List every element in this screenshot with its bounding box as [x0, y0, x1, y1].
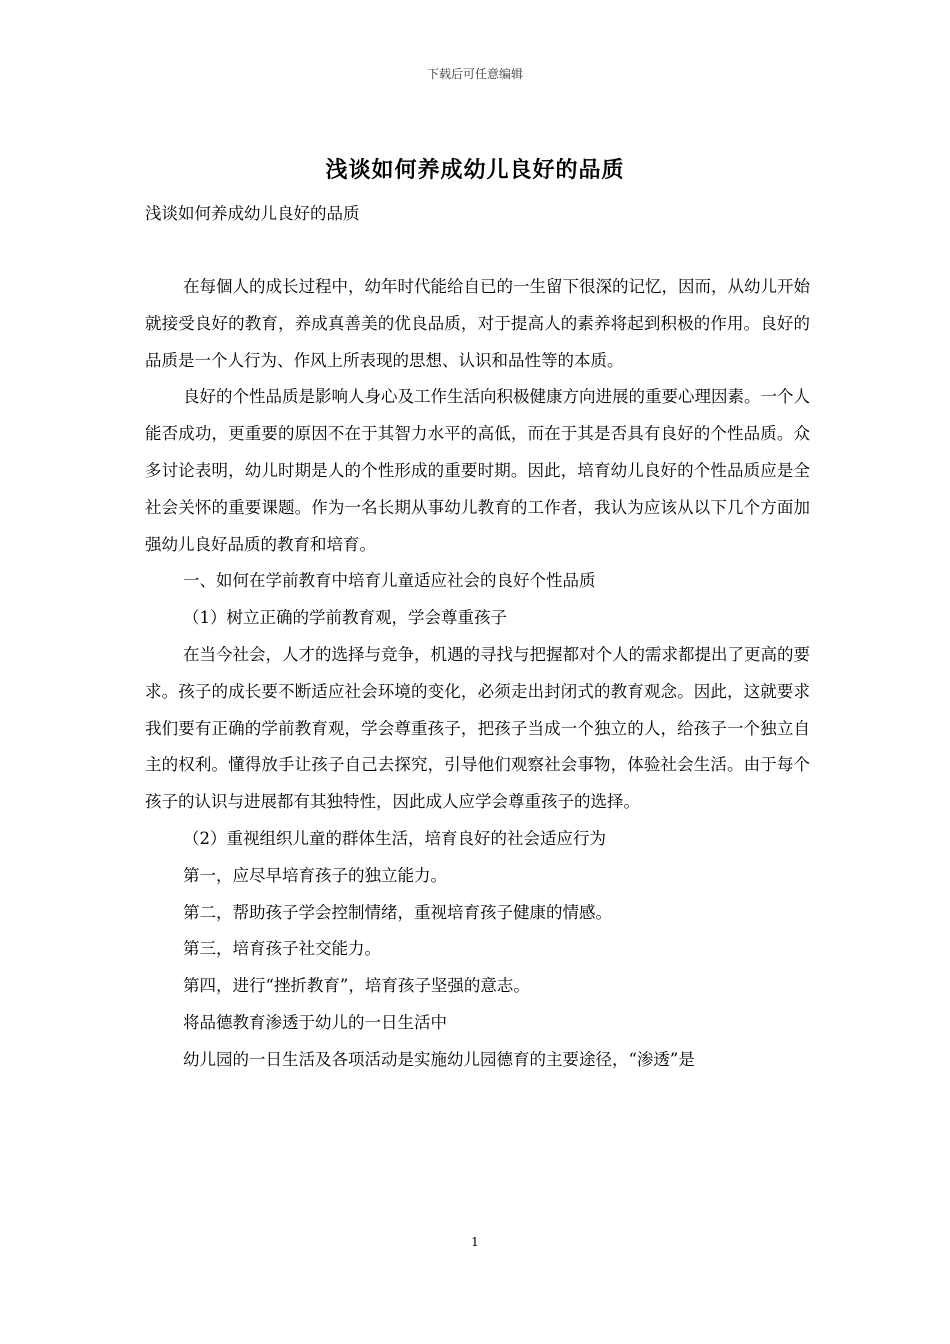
- subsection-heading-2: （2）重视组织儿童的群体生活，培育良好的社会适应行为: [183, 828, 606, 848]
- section-heading-1: 一、如何在学前教育中培育儿童适应社会的良好个性品质: [183, 571, 596, 591]
- list-item-first: 第一，应尽早培育孩子的独立能力。: [183, 865, 447, 885]
- list-item-second: 第二，帮助孩子学会控制情绪，重视培育孩子健康的情感。: [183, 902, 612, 922]
- list-item-fourth: 第四，进行“挫折教育”，培育孩子坚强的意志。: [183, 976, 530, 996]
- section-heading-moral: 将品德教育渗透于幼儿的一日生活中: [183, 1012, 447, 1032]
- document-body: [145, 269, 810, 1079]
- subsection-heading-1: （1）树立正确的学前教育观，学会尊重孩子: [183, 608, 507, 628]
- list-item-third: 第三，培育孩子社交能力。: [183, 939, 381, 959]
- page-number: 1: [471, 1235, 479, 1249]
- paragraph-personality: 良好的个性品质是影响人身心及工作生活向积极健康方向进展的重要心理因素。一个人能否成功，更重要的原因不在于其智力水平的高低，而在于其是否具有良好的个性品质。众多讨论表明，幼儿时期是人的个性形成的重要时期。因此，培育幼儿良好的个性品质应是全社会关怀的重要课题。作为一名长期从事幼儿教育的工作者，我认为应该从以下几个方面加强幼儿良好品质的教育和培育。: [145, 387, 810, 554]
- paragraph-intro: 在每個人的成长过程中，幼年时代能给自已的一生留下很深的记忆，因而，从幼儿开始就接受良好的教育，养成真善美的优良品质，对于提高人的素养将起到积极的作用。良好的品质是一个人行为、作风上所表现的思想、认识和品性等的本质。: [145, 277, 810, 370]
- paragraph-respect: 在当今社会，人才的选择与竞争，机遇的寻找与把握都对个人的需求都提出了更高的要求。孩子的成长要不断适应社会环境的变化，必须走出封闭式的教育观念。因此，这就要求我们要有正确的学前教育观，学会尊重孩子，把孩子当成一个独立的人，给孩子一个独立自主的权利。懂得放手让孩子自己去探究，引导他们观察社会事物，体验社会生活。由于每个孩子的认识与进展都有其独特性，因此成人应学会尊重孩子的选择。: [145, 644, 810, 812]
- document-subtitle: 浅谈如何养成幼儿良好的品质: [145, 204, 360, 223]
- page-header-note: 下载后可任意编辑: [426, 67, 523, 81]
- document-title: 浅谈如何养成幼儿良好的品质: [325, 157, 625, 183]
- paragraph-daily-life: 幼儿园的一日生活及各项活动是实施幼儿园德育的主要途径，“渗透”是: [183, 1049, 695, 1069]
